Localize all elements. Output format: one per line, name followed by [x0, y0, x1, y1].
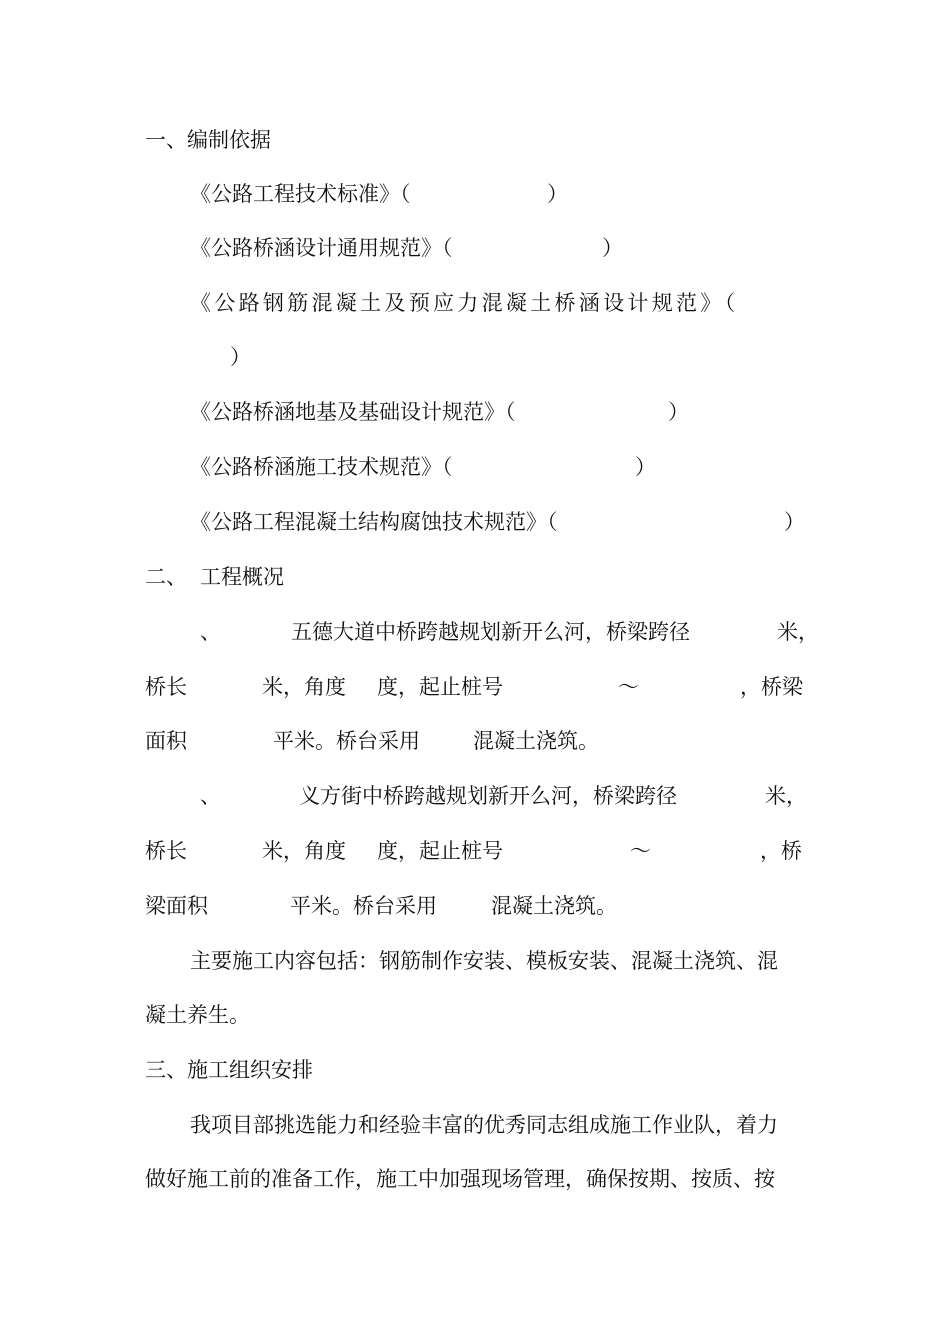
bridge-2-area-label-cont: 梁面积 — [145, 894, 208, 918]
bridge-1-area-label: ，桥梁 — [740, 675, 803, 699]
bridge-2-description: 义方街中桥跨越规划新开么河，桥梁跨径 — [299, 784, 677, 808]
bridge-2-span-unit: 米， — [765, 784, 807, 808]
section-1-heading: 一、编制依据 — [145, 128, 271, 152]
reference-item-1-close: ） — [547, 182, 568, 206]
bridge-2-station-separator: ～ — [630, 839, 651, 863]
bridge-1-area-label-cont: 面积 — [145, 729, 187, 753]
bridge-1-station-separator: ～ — [618, 675, 639, 699]
reference-item-5: 《公路桥涵施工技术规范》（ — [190, 455, 453, 479]
reference-item-6: 《公路工程混凝土结构腐蚀技术规范》（ — [190, 510, 558, 534]
reference-item-6-close: ） — [784, 510, 805, 534]
reference-item-3: 《公路钢筋混凝土及预应力混凝土桥涵设计规范》（ — [190, 291, 739, 315]
bridge-1-span-unit: 米， — [777, 620, 819, 644]
reference-item-3-close: ） — [230, 345, 251, 369]
section-3-heading: 三、施工组织安排 — [145, 1058, 313, 1082]
section-3-paragraph-line-2: 做好施工前的准备工作，施工中加强现场管理，确保按期、按质、按 — [145, 1167, 775, 1191]
section-2-heading-number: 二、 — [145, 565, 187, 589]
bridge-2-concrete-text: 混凝土浇筑。 — [491, 894, 617, 918]
bridge-2-abutment-label: 平米。桥台采用 — [290, 894, 437, 918]
bridge-2-index-mark: 、 — [200, 784, 221, 808]
reference-item-5-close: ） — [635, 455, 656, 479]
section-3-paragraph-line-1: 我项目部挑选能力和经验丰富的优秀同志组成施工作业队，着力 — [190, 1113, 778, 1137]
bridge-2-area-label: ，桥 — [760, 839, 802, 863]
bridge-1-angle-label: 米，角度 — [262, 675, 346, 699]
main-content-paragraph-line-1: 主要施工内容包括：钢筋制作安装、模板安装、混凝土浇筑、混 — [190, 949, 778, 973]
bridge-1-description: 五德大道中桥跨越规划新开么河，桥梁跨径 — [291, 620, 690, 644]
reference-item-4-close: ） — [668, 400, 689, 424]
main-content-paragraph-line-2: 凝土养生。 — [145, 1003, 250, 1027]
bridge-2-length-label: 桥长 — [145, 839, 187, 863]
bridge-1-concrete-text: 混凝土浇筑。 — [473, 729, 599, 753]
bridge-1-index-mark: 、 — [200, 620, 221, 644]
bridge-1-length-label: 桥长 — [145, 675, 187, 699]
reference-item-2: 《公路桥涵设计通用规范》（ — [190, 236, 453, 260]
bridge-2-station-label: 度，起止桩号 — [377, 839, 503, 863]
reference-item-2-close: ） — [602, 236, 623, 260]
bridge-2-angle-label: 米，角度 — [262, 839, 346, 863]
bridge-1-abutment-label: 平米。桥台采用 — [273, 729, 420, 753]
reference-item-1: 《公路工程技术标准》（ — [190, 182, 411, 206]
bridge-1-station-label: 度，起止桩号 — [377, 675, 503, 699]
reference-item-4: 《公路桥涵地基及基础设计规范》（ — [190, 400, 516, 424]
section-2-heading: 工程概况 — [200, 565, 284, 589]
